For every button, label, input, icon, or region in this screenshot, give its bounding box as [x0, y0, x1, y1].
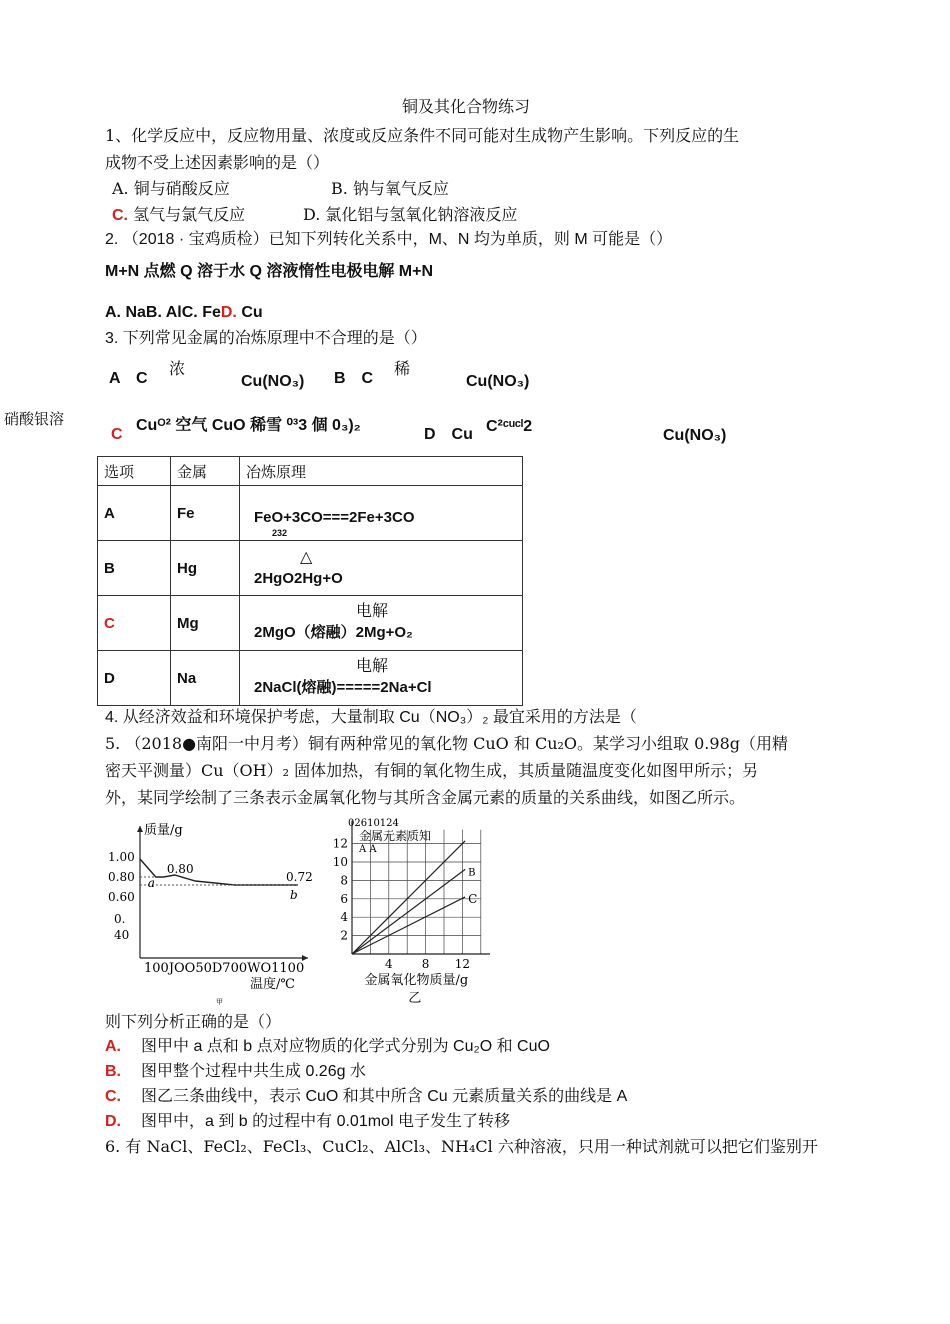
table-cell-principle	[240, 541, 523, 596]
q4-stem: 4. 从经济效益和环境保护考虑，大量制取 Cu（NO₃）₂ 最宜采用的方法是（	[105, 709, 637, 726]
q1-option-a: A. 铜与硝酸反应	[112, 179, 230, 198]
q5-prompt: 则下列分析正确的是（）	[105, 1012, 282, 1031]
y-tick-label: 0.80	[108, 870, 135, 884]
table-cell-metal: Fe	[171, 486, 240, 541]
table-cell-option: B	[98, 541, 171, 596]
y-tick-label: 40	[114, 928, 130, 942]
q2-option-d-text: Cu	[236, 304, 263, 321]
series-line-A	[352, 841, 465, 954]
q6-stem: 6. 有 NaCl、FeCl₂、FeCl₃、CuCl₂、AlCl₃、NH₄Cl 六种溶液，只用一种试剂就可以把它们鉴别开	[105, 1137, 818, 1156]
x-tick-label: 4	[384, 957, 393, 971]
q2-option-d-letter: D.	[220, 304, 237, 321]
q3-route-a-product: Cu(NO₃)	[241, 373, 305, 390]
equation-text: 2MgO（熔融）2Mg+O₂	[254, 624, 413, 641]
x-tick-labels: 100JOO50D700WO1100	[144, 961, 305, 976]
chart-yi-plot	[333, 818, 490, 1006]
point-label-a: a	[147, 876, 155, 890]
q1-option-c	[112, 204, 245, 227]
table-header-row	[98, 457, 523, 486]
table-row	[98, 486, 523, 541]
y-axis-arrow	[137, 826, 143, 832]
series-line-B	[352, 869, 465, 954]
smelting-table	[97, 456, 523, 706]
figure-label: 甲	[216, 998, 223, 1006]
q3-route-c-letter: C	[111, 426, 123, 443]
table-header-metal: 金属	[171, 457, 240, 486]
figure-label: 乙	[408, 991, 422, 1006]
q2-chain: M+N 点燃 Q 溶于水 Q 溶液惰性电极电解 M+N	[105, 263, 434, 280]
q3-route-d: D Cu	[424, 426, 473, 443]
chart-jia-plot	[108, 823, 313, 1006]
table-row	[98, 596, 523, 651]
y-tick-label: 4	[340, 910, 348, 925]
q2-options-abc: A. NaB. AlC. Fe	[105, 304, 221, 321]
q1-option-c-text: 氢气与氯气反应	[128, 205, 246, 224]
table-row	[98, 541, 523, 596]
q5-option-text: 图甲整个过程中共生成 0.26g 水	[141, 1063, 366, 1080]
q5-option-text: 图乙三条曲线中，表示 CuO 和其中所含 Cu 元素质量关系的曲线是 A	[141, 1088, 628, 1105]
equation-subscripts: 232	[272, 528, 288, 538]
q5-option-text: 图甲中，a 到 b 的过程中有 0.01mol 电子发生了转移	[141, 1113, 510, 1130]
q5-option-text: 图甲中 a 点和 b 点对应物质的化学式分别为 Cu₂O 和 CuO	[141, 1038, 550, 1055]
table-row	[98, 651, 523, 706]
equation-condition: 电解	[356, 601, 389, 620]
table-header-option: 选项	[98, 457, 171, 486]
q3-stem: 3. 下列常见金属的冶炼原理中不合理的是（）	[105, 330, 427, 347]
q5-option	[105, 1060, 366, 1083]
q2-stem: 2. （2018 · 宝鸡质检）已知下列转化关系中，M、N 均为单质，则 M 可能是（）	[105, 231, 673, 248]
table-cell-principle	[240, 651, 523, 706]
q1-option-b: B. 钠与氧气反应	[331, 179, 449, 198]
y-tick-label: 12	[332, 836, 348, 851]
x-axis-label: 金属氧化物质量/g	[364, 973, 469, 988]
y-tick-label: 0.60	[108, 890, 135, 904]
y-tick-label: 6	[340, 891, 348, 906]
table-cell-metal: Na	[171, 651, 240, 706]
page-title: 铜及其化合物练习	[402, 97, 531, 116]
x-tick-label: 12	[454, 957, 471, 971]
chart-jia	[108, 818, 323, 1010]
q3-route-d-product: Cu(NO₃)	[663, 427, 727, 444]
x-tick-label: 8	[421, 957, 430, 971]
q1-option-c-letter: C.	[112, 207, 128, 224]
q5-option-letter: C.	[105, 1088, 121, 1105]
equation-text: 2HgO2Hg+O	[254, 570, 343, 587]
q1-option-d: D. 氯化铝与氢氧化钠溶液反应	[303, 205, 518, 224]
q3-route-b-product: Cu(NO₃)	[466, 373, 530, 390]
table-cell-metal: Hg	[171, 541, 240, 596]
table-cell-option: C	[98, 596, 171, 651]
equation-text: 2NaCl(熔融)=====2Na+Cl	[254, 679, 432, 696]
q3-route-c: Cuᴼ² 空气 CuO 稀雪 ⁰³3 個 0₃)₂	[136, 417, 361, 434]
q5-option-letter: B.	[105, 1063, 121, 1080]
q1-stem-line2: 成物不受上述因素影响的是（）	[105, 153, 330, 172]
q5-option-letter: D.	[105, 1113, 121, 1130]
q5-line2: 密天平测量）Cu（OH）₂ 固体加热，有铜的氧化物生成，其质量随温度变化如图甲所示；另	[105, 761, 759, 780]
table-cell-option: A	[98, 486, 171, 541]
table-cell-principle	[240, 596, 523, 651]
curve-label-top: A A	[359, 844, 377, 855]
series-line-C	[352, 897, 465, 954]
equation-condition: △	[300, 547, 313, 566]
x-axis-label: 温度/℃	[250, 977, 295, 992]
table-header-principle: 冶炼原理	[240, 457, 523, 486]
y-axis-label: 质量/g	[144, 823, 183, 838]
series-label-B: B	[468, 867, 476, 879]
q3-side-label: 硝酸银溶	[4, 410, 65, 428]
chart-header: 02610124	[348, 818, 399, 829]
y-tick-label: 10	[332, 855, 348, 869]
point-value-b: 0.72	[286, 870, 313, 884]
y-tick-label: 1.00	[108, 850, 135, 864]
equation-text: FeO+3CO===2Fe+3CO	[254, 509, 415, 526]
point-value-a: 0.80	[166, 862, 194, 876]
y-tick-label: 0.	[114, 912, 126, 926]
q5-option-letter: A.	[105, 1038, 121, 1055]
q5-option	[105, 1085, 627, 1108]
table-cell-metal: Mg	[171, 596, 240, 651]
q5-option	[105, 1110, 510, 1133]
table-cell-option: D	[98, 651, 171, 706]
q3-route-a: A C	[109, 370, 148, 387]
q3-route-d-sup: C²ᶜᵘᶜˡ2	[486, 418, 533, 435]
equation-condition: 电解	[356, 656, 389, 675]
q5-option	[105, 1035, 550, 1058]
y-tick-label: 2	[340, 928, 348, 943]
q3-route-a-nong: 浓	[169, 359, 186, 378]
q2-options	[105, 302, 263, 324]
y-tick-label: 8	[340, 873, 348, 888]
chart-yi	[326, 814, 516, 1010]
mass-curve	[140, 859, 298, 885]
point-label-b: b	[290, 888, 298, 902]
q5-line3: 外，某同学绘制了三条表示金属氧化物与其所含金属元素的质量的关系曲线，如图乙所示。	[105, 788, 746, 807]
q5-line1: 5. （2018●南阳一中月考）铜有两种常见的氧化物 CuO 和 Cu₂O。某学习小组取 0.98g（用精	[105, 734, 788, 753]
q3-route-b: B C	[334, 370, 374, 387]
y-axis-label: 金属元素质知	[359, 829, 432, 843]
table-cell-principle	[240, 486, 523, 541]
q1-stem-line1: 1、化学反应中，反应物用量、浓度或反应条件不同可能对生成物产生影响。下列反应的生	[105, 126, 740, 145]
q3-route-b-xi: 稀	[394, 359, 411, 378]
series-label-C: C	[468, 891, 478, 906]
